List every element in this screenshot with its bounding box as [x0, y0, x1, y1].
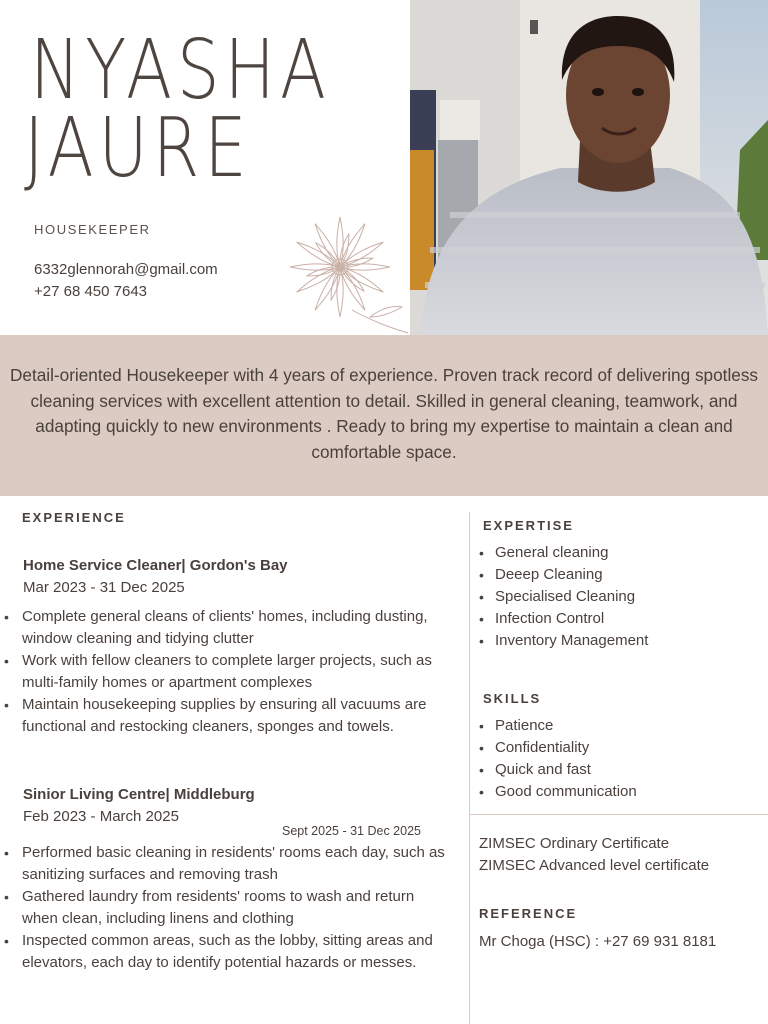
skills-heading: SKILLS [483, 691, 542, 706]
list-item: • Quick and fast [470, 759, 637, 781]
job-1-title: Home Service Cleaner| Gordon's Bay [23, 557, 288, 574]
expertise-list [470, 542, 648, 652]
experience-heading: EXPERIENCE [22, 510, 126, 525]
reference-text: Mr Choga (HSC) : +27 69 931 8181 [479, 933, 717, 950]
first-name: NYASHA [30, 23, 331, 118]
job-1-dates: Mar 2023 - 31 Dec 2025 [23, 579, 185, 596]
list-item: • Complete general cleans of clients' homes, including dusting, window cleaning and tidying clutter [0, 606, 450, 650]
flower-illustration-icon [270, 205, 410, 335]
list-item: • Gathered laundry from residents' rooms to wash and return when clean, including linens and clothing [0, 886, 450, 930]
summary-text: Detail-oriented Housekeeper with 4 years of experience. Proven track record of delivering spotless cleaning services with excellent attention to detail. Skilled in general cleaning, teamwork, and adapting quickly to new environments . Ready to bring my expertise to maintain a clean and comfortable space. [9, 365, 759, 462]
list-item: • Inspected common areas, such as the lobby, sitting areas and elevators, each day to identify potential hazards or messes. [0, 930, 450, 974]
job-2-bullets [0, 842, 450, 974]
job-1-bullets [0, 606, 450, 738]
contact-info [34, 259, 218, 303]
expertise-heading: EXPERTISE [483, 518, 574, 533]
list-item: • Confidentiality [470, 737, 637, 759]
list-item: • Work with fellow cleaners to complete larger projects, such as multi-family homes or apartment complexes [0, 650, 450, 694]
list-item: • General cleaning [470, 542, 648, 564]
list-item: • Deeep Cleaning [470, 564, 648, 586]
list-item: • Patience [470, 715, 637, 737]
email[interactable]: 6332glennorah@gmail.com [34, 261, 218, 278]
job-2-title: Sinior Living Centre| Middleburg [23, 786, 255, 803]
education-item: ZIMSEC Advanced level certificate [479, 857, 710, 874]
list-item: • Performed basic cleaning in residents' rooms each day, such as sanitizing surfaces and removing trash [0, 842, 450, 886]
job-role: HOUSEKEEPER [34, 222, 151, 237]
summary-band [0, 335, 768, 496]
list-item: • Maintain housekeeping supplies by ensuring all vacuums are functional and restocking cleaners, sponges and towels. [0, 694, 450, 738]
phone[interactable]: +27 68 450 7643 [34, 283, 148, 300]
experience-column [0, 496, 468, 1024]
header [0, 0, 768, 335]
job-2-dates: Feb 2023 - March 2025 [23, 808, 179, 825]
job-2-note: Sept 2025 - 31 Dec 2025 [282, 824, 421, 838]
profile-photo [410, 0, 768, 335]
last-name: JAURE [24, 101, 252, 196]
reference-heading: REFERENCE [479, 906, 578, 921]
list-item: • Infection Control [470, 608, 648, 630]
list-item: • Inventory Management [470, 630, 648, 652]
education-list [479, 833, 709, 877]
sidebar-column [470, 496, 768, 1024]
education-item: ZIMSEC Ordinary Certificate [479, 835, 670, 852]
list-item: • Good communication [470, 781, 637, 803]
list-item: • Specialised Cleaning [470, 586, 648, 608]
skills-list [470, 715, 637, 803]
